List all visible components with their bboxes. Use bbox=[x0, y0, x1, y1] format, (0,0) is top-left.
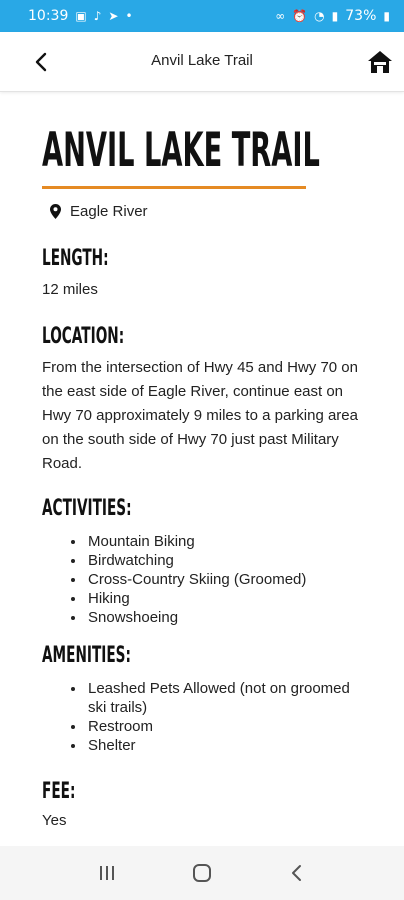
amenities-list bbox=[42, 679, 352, 755]
signal-icon: ▮ bbox=[331, 9, 339, 23]
trail-detail bbox=[0, 92, 404, 846]
length-heading: LENGTH: bbox=[42, 246, 109, 271]
list-item: • Shelter bbox=[86, 736, 352, 755]
system-nav-bar bbox=[0, 846, 404, 900]
tiktok-icon: ♪ bbox=[93, 9, 102, 23]
image-icon: ▣ bbox=[75, 9, 87, 23]
home-icon[interactable] bbox=[366, 48, 394, 76]
home-nav-button[interactable] bbox=[188, 859, 216, 887]
length-text: 12 miles bbox=[42, 281, 98, 298]
alarm-icon: ⏰ bbox=[292, 9, 308, 23]
back-nav-button[interactable] bbox=[283, 859, 311, 887]
location-text: Eagle River bbox=[70, 203, 148, 220]
location-row bbox=[42, 203, 362, 220]
status-time: 10:39 bbox=[28, 8, 69, 24]
wifi-icon: ◔ bbox=[314, 9, 325, 23]
amenities-heading: AMENITIES: bbox=[42, 643, 131, 668]
battery-icon: ▮ bbox=[383, 9, 390, 23]
battery-percent: 73% bbox=[345, 8, 377, 24]
list-item: • Mountain Biking bbox=[86, 532, 362, 551]
status-bar bbox=[0, 0, 404, 32]
list-item: • Leashed Pets Allowed (not on groomed ski trails) bbox=[86, 679, 352, 717]
dot-icon: • bbox=[125, 9, 133, 23]
recent-apps-icon bbox=[97, 864, 117, 882]
list-item: • Birdwatching bbox=[86, 551, 362, 570]
home-nav-icon bbox=[192, 863, 212, 883]
list-item: • Cross-Country Skiing (Groomed) bbox=[86, 570, 362, 589]
fee-text: Yes bbox=[42, 812, 67, 829]
page-title: ANVIL LAKE TRAIL bbox=[42, 123, 320, 178]
list-item: • Restroom bbox=[86, 717, 352, 736]
map-pin-icon bbox=[50, 204, 61, 219]
location-description: From the intersection of Hwy 45 and Hwy 70 on the east side of Eagle River, continue east on Hwy 70 approximately 9 miles to a parking area on the south side of Hwy 70 just past Military Road. bbox=[42, 359, 358, 472]
title-underline bbox=[42, 186, 306, 189]
header-title: Anvil Lake Trail bbox=[151, 52, 253, 69]
location-heading: LOCATION: bbox=[42, 324, 125, 349]
status-right bbox=[275, 8, 390, 24]
fee-heading: FEE: bbox=[42, 779, 76, 804]
back-nav-icon bbox=[288, 863, 306, 883]
telegram-icon: ➤ bbox=[108, 9, 119, 23]
link-icon: ∞ bbox=[275, 9, 286, 23]
activities-list bbox=[42, 532, 362, 627]
list-item: • Hiking bbox=[86, 589, 362, 608]
list-item: • Snowshoeing bbox=[86, 608, 362, 627]
recent-apps-button[interactable] bbox=[93, 859, 121, 887]
app-header bbox=[0, 32, 404, 92]
status-left bbox=[28, 8, 133, 24]
activities-heading: ACTIVITIES: bbox=[42, 496, 132, 521]
